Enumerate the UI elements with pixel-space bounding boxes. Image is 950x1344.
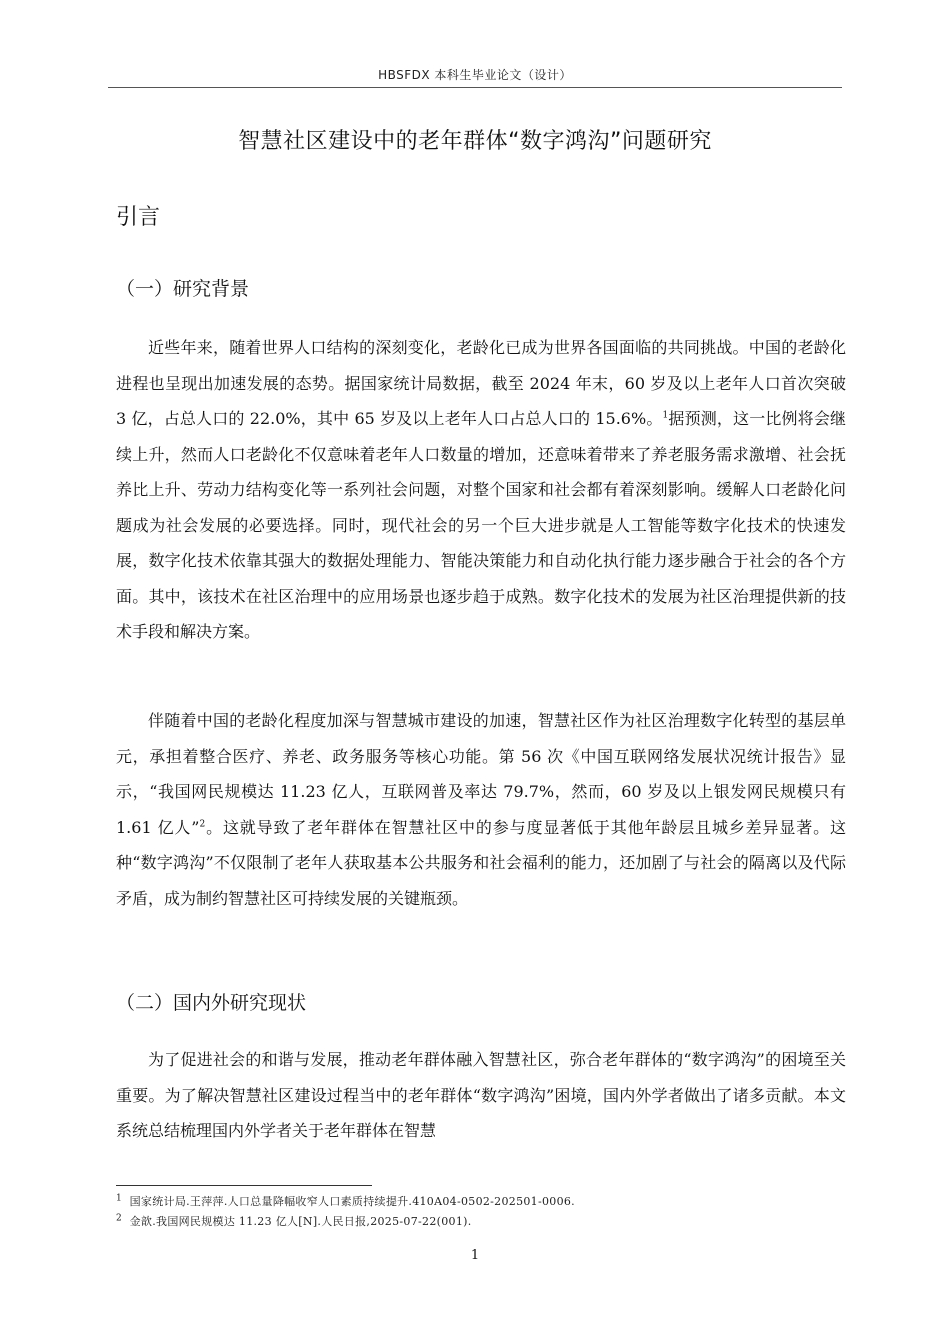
paragraph-research-status: 为了促进社会的和谐与发展，推动老年群体融入智慧社区，弥合老年群体的“数字鸿沟”的困境至关重要。为了解决智慧社区建设过程当中的老年群体“数字鸿沟”困境，国内外学者做出了诸多贡献。本文系统总结梳理国内外学者关于老年群体在智慧 — [116, 1050, 846, 1140]
footnote-text: 国家统计局.王萍萍.人口总量降幅收窄人口素质持续提升.410A04-0502-202501-0006. — [129, 1195, 575, 1208]
paragraph-text: 近些年来，随着世界人口结构的深刻变化，老龄化已成为世界各国面临的共同挑战。中国的老龄化进程也呈现出加速发展的态势。据国家统计局数据，截至 2024 年末，60 岁及以上老年人口首次突破 3 亿，占总人口的 22.0%，其中 65 岁及以上老年人口占总人口的 15.6%。 — [116, 338, 846, 428]
paragraph-text: 伴随着中国的老龄化程度加深与智慧城市建设的加速，智慧社区作为社区治理数字化转型的基层单元，承担着整合医疗、养老、政务服务等核心功能。第 56 次《中国互联网络发展状况统计报告》显示，“我国网民规模达 11.23 亿人，互联网普及率达 79.7%，然而，60 岁及以上银发网民规模只有 1.61 亿人” — [116, 711, 846, 837]
footnote-number: 1 — [116, 1193, 123, 1204]
header-divider — [108, 87, 842, 88]
page-number: 1 — [470, 1248, 480, 1263]
footnote-1 — [116, 1193, 575, 1209]
subsection-heading-research-status: （二）国内外研究现状 — [116, 992, 307, 1014]
section-heading-intro: 引言 — [116, 205, 161, 230]
footnote-2 — [116, 1213, 472, 1229]
footnote-text: 金歆.我国网民规模达 11.23 亿人[N].人民日报,2025-07-22(001). — [129, 1215, 472, 1228]
footnote-number: 2 — [116, 1213, 123, 1224]
page-header: HBSFDX 本科生毕业论文（设计） — [378, 68, 572, 82]
document-title: 智慧社区建设中的老年群体“数字鸿沟”问题研究 — [238, 129, 712, 154]
paragraph-text: 据预测，这一比例将会继续上升，然而人口老龄化不仅意味着老年人口数量的增加，还意味着带来了养老服务需求激增、社会抚养比上升、劳动力结构变化等一系列社会问题，对整个国家和社会都有着深刻影响。缓解人口老龄化问题成为社会发展的必要选择。同时，现代社会的另一个巨大进步就是人工智能等数字化技术的快速发展，数字化技术依靠其强大的数据处理能力、智能决策能力和自动化执行能力逐步融合于社会的各个方面。其中，该技术在社区治理中的应用场景也逐步趋于成熟。数字化技术的发展为社区治理提供新的技术手段和解决方案。 — [116, 409, 846, 641]
subsection-heading-background: （一）研究背景 — [116, 278, 250, 300]
paragraph-background-2 — [116, 703, 846, 916]
footnote-ref-1[interactable]: 1 — [662, 410, 669, 421]
paragraph-background-1 — [116, 330, 846, 650]
footnote-ref-2[interactable]: 2 — [199, 819, 206, 830]
paragraph-text: 。这就导致了老年群体在智慧社区中的参与度显著低于其他年龄层且城乡差异显著。这种“数字鸿沟”不仅限制了老年人获取基本公共服务和社会福利的能力，还加剧了与社会的隔离以及代际矛盾，成为制约智慧社区可持续发展的关键瓶颈。 — [116, 817, 846, 908]
footnote-divider — [116, 1185, 372, 1186]
